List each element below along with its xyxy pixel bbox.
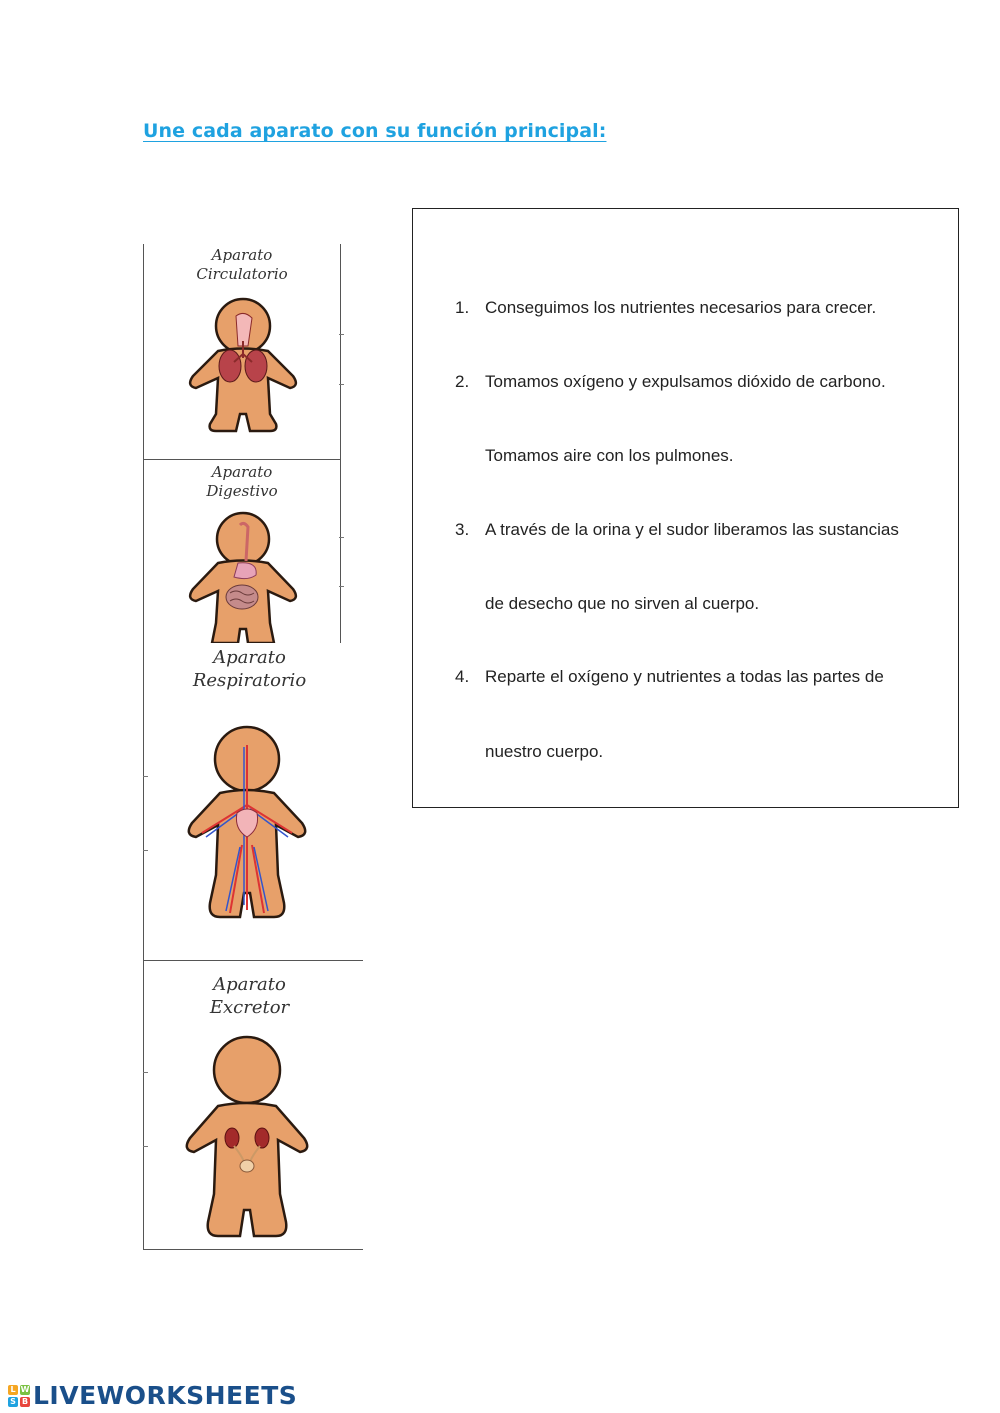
- item-number: 2.: [455, 372, 470, 391]
- body-figure-lungs-icon: [178, 296, 308, 446]
- card-caption: Aparato Excretor: [209, 974, 290, 1018]
- function-item-2-line-1: Tomamos oxígeno y expulsamos dióxido de carbono.: [485, 372, 886, 391]
- liveworksheets-logo: [8, 1381, 297, 1410]
- card-caption: Aparato Circulatorio: [196, 246, 288, 283]
- function-item-3-line-2: de desecho que no sirven al cuerpo.: [485, 594, 760, 613]
- card-caption: Aparato Respiratorio: [192, 647, 307, 691]
- logo-mark-icon: L W S B: [8, 1385, 30, 1407]
- item-number: 4.: [455, 667, 470, 686]
- item-number: 1.: [455, 298, 470, 317]
- card-aparato-respiratorio: [143, 643, 363, 961]
- item-number: 3.: [455, 520, 470, 539]
- function-item-3-line-1: A través de la orina y el sudor liberamos las sustancias: [485, 520, 899, 539]
- card-aparato-excretor: [143, 960, 363, 1250]
- card-caption: Aparato Digestivo: [206, 463, 278, 500]
- function-item-2-line-2: Tomamos aire con los pulmones.: [485, 446, 734, 465]
- function-item-1-line-1: Conseguimos los nutrientes necesarios para crecer.: [485, 298, 877, 317]
- brand-name: LIVEWORKSHEETS: [33, 1381, 298, 1410]
- worksheet-title: Une cada aparato con su función principal:: [143, 120, 607, 142]
- function-item-4-line-1: Reparte el oxígeno y nutrientes a todas las partes de: [485, 667, 884, 686]
- card-aparato-digestivo: [143, 459, 341, 643]
- body-figure-kidneys-icon: [182, 1034, 312, 1239]
- function-item-4-line-2: nuestro cuerpo.: [485, 742, 604, 761]
- body-figure-stomach-icon: [178, 511, 308, 643]
- card-aparato-circulatorio: [143, 244, 341, 460]
- body-figure-circulation-icon: [182, 725, 312, 920]
